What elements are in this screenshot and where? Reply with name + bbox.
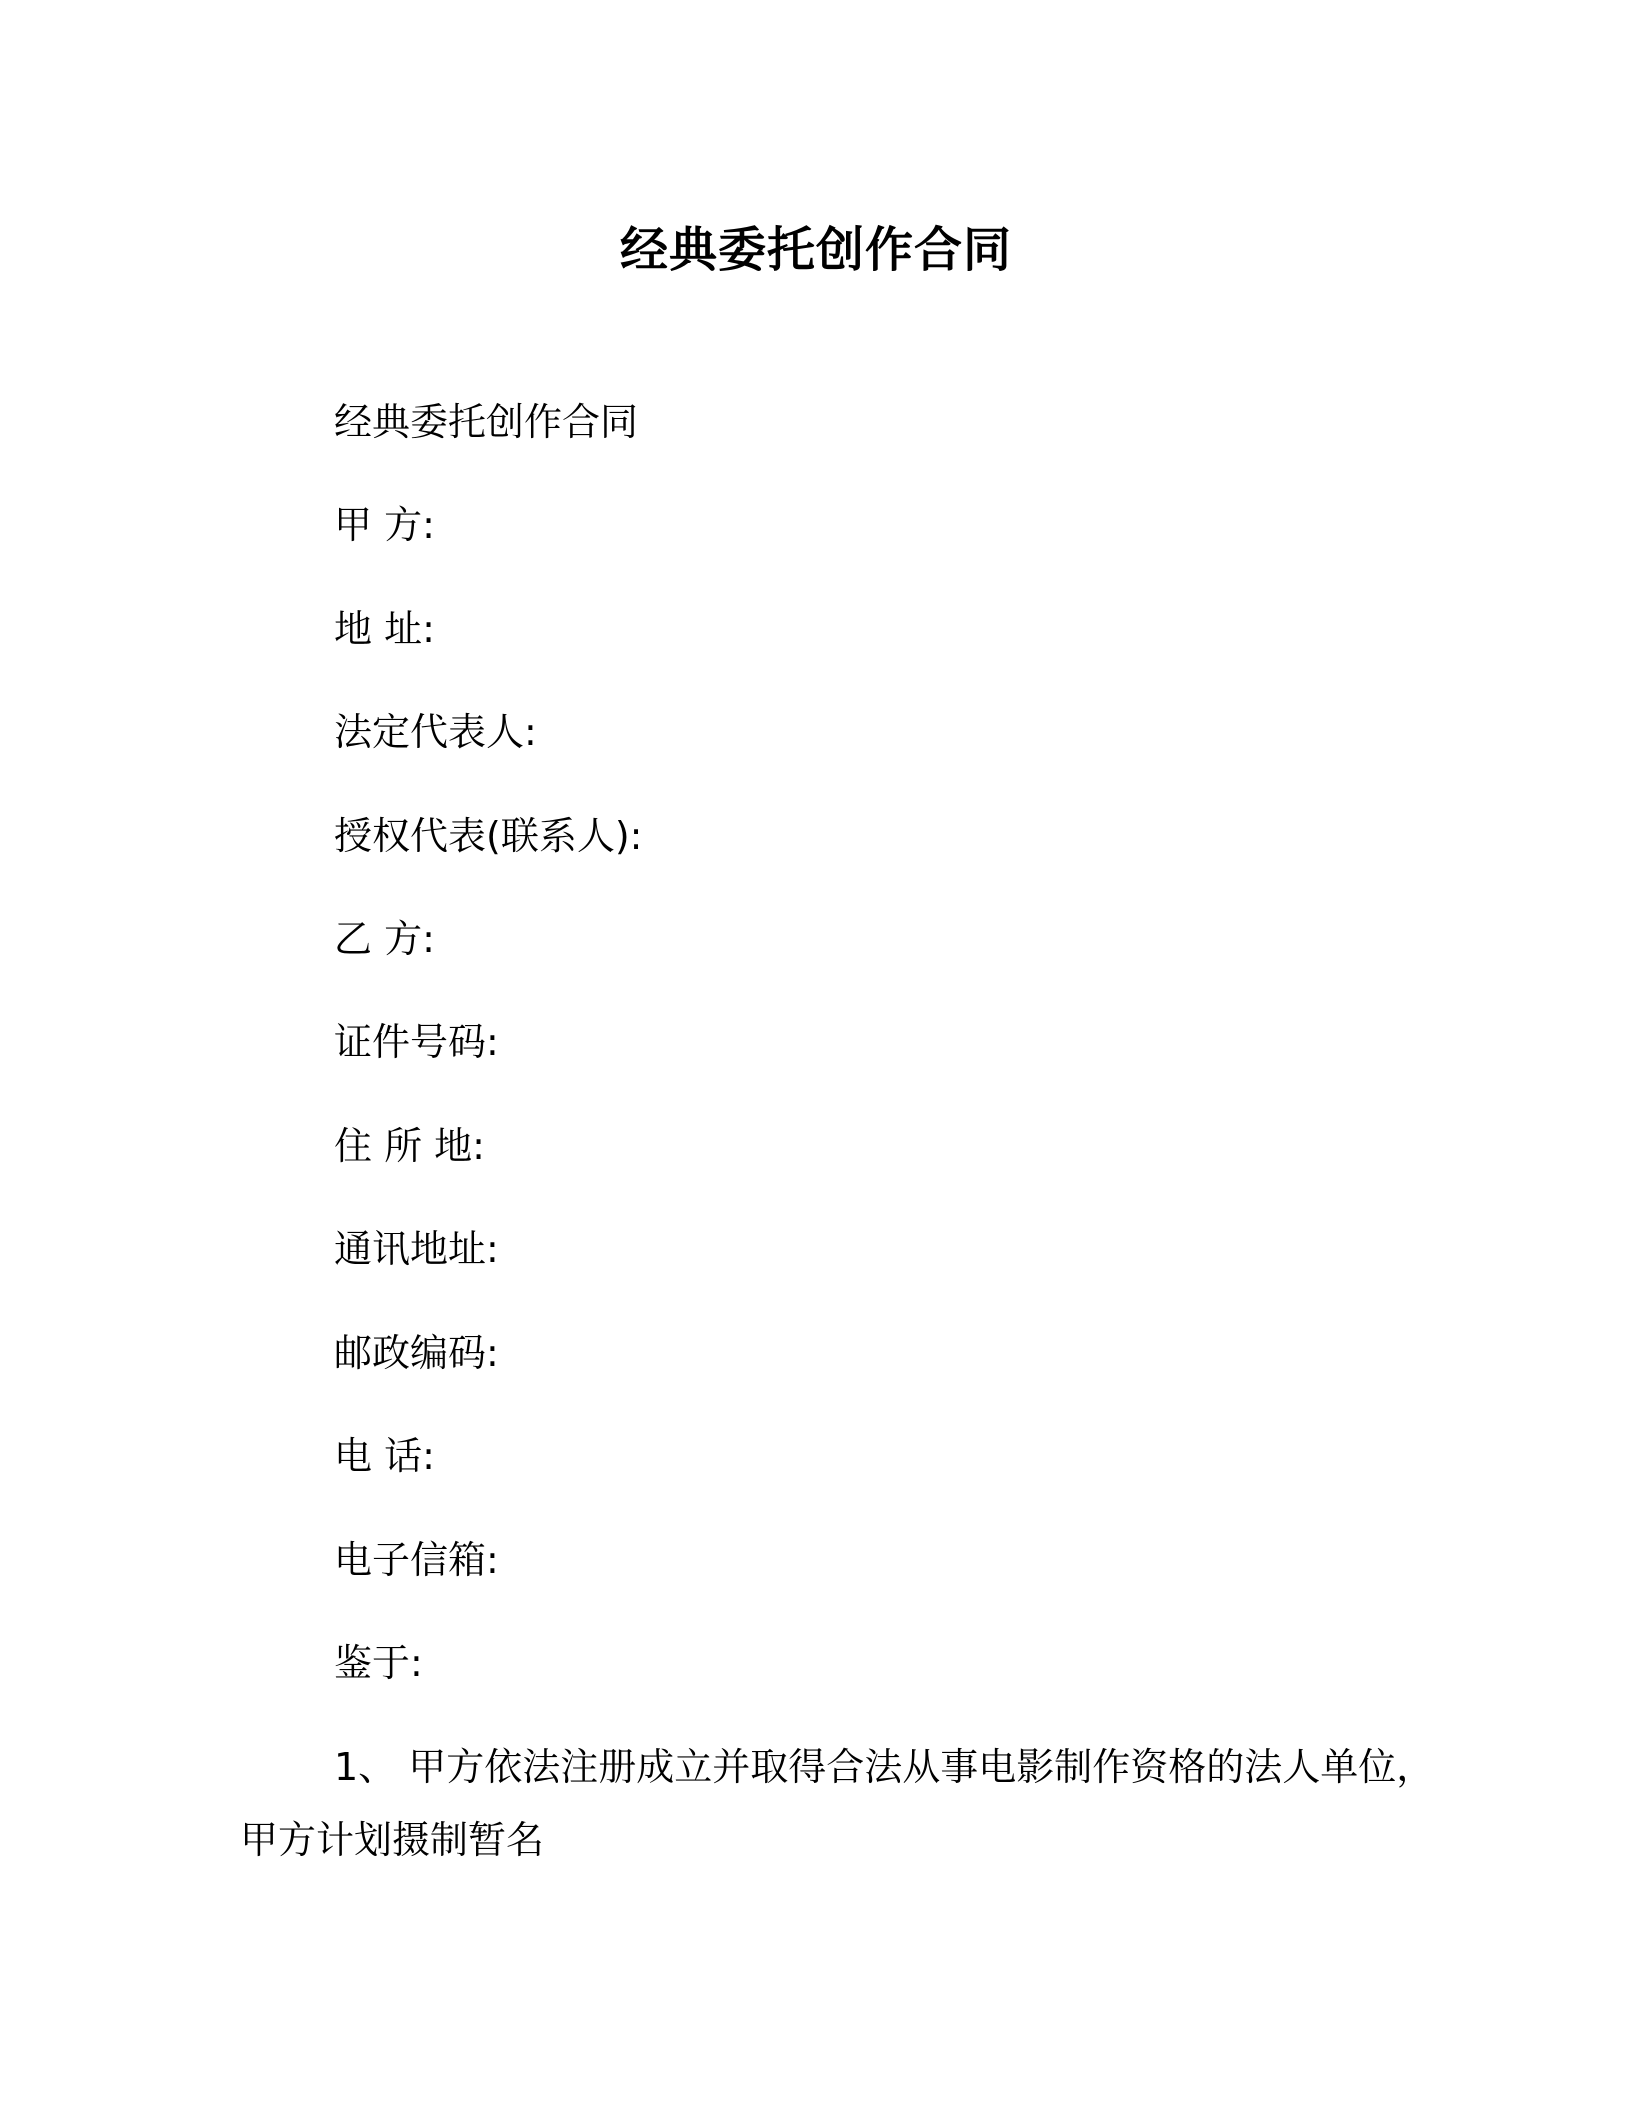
party-a-label: 甲 方:: [334, 503, 435, 547]
authorized-representative-label: 授权代表(联系人):: [334, 814, 643, 858]
domicile-label: 住 所 地:: [334, 1124, 485, 1168]
legal-representative-label: 法定代表人:: [334, 710, 537, 754]
phone-label: 电 话:: [334, 1434, 435, 1478]
mailing-address-label: 通讯地址:: [334, 1227, 499, 1271]
party-b-label: 乙 方:: [334, 917, 435, 961]
whereas-label: 鉴于:: [334, 1641, 423, 1685]
id-number-label: 证件号码:: [334, 1020, 499, 1064]
contract-name-line: 经典委托创作合同: [334, 400, 639, 444]
party-a-address-label: 地 址:: [334, 607, 435, 651]
email-label: 电子信箱:: [334, 1538, 499, 1582]
clause-1-line-1: 1、 甲方依法注册成立并取得合法从事电影制作资格的法人单位，: [334, 1745, 1435, 1789]
document-title: 经典委托创作合同: [619, 222, 1012, 278]
clause-1-line-2: 甲方计划摄制暂名: [240, 1818, 545, 1862]
postal-code-label: 邮政编码:: [334, 1331, 499, 1375]
